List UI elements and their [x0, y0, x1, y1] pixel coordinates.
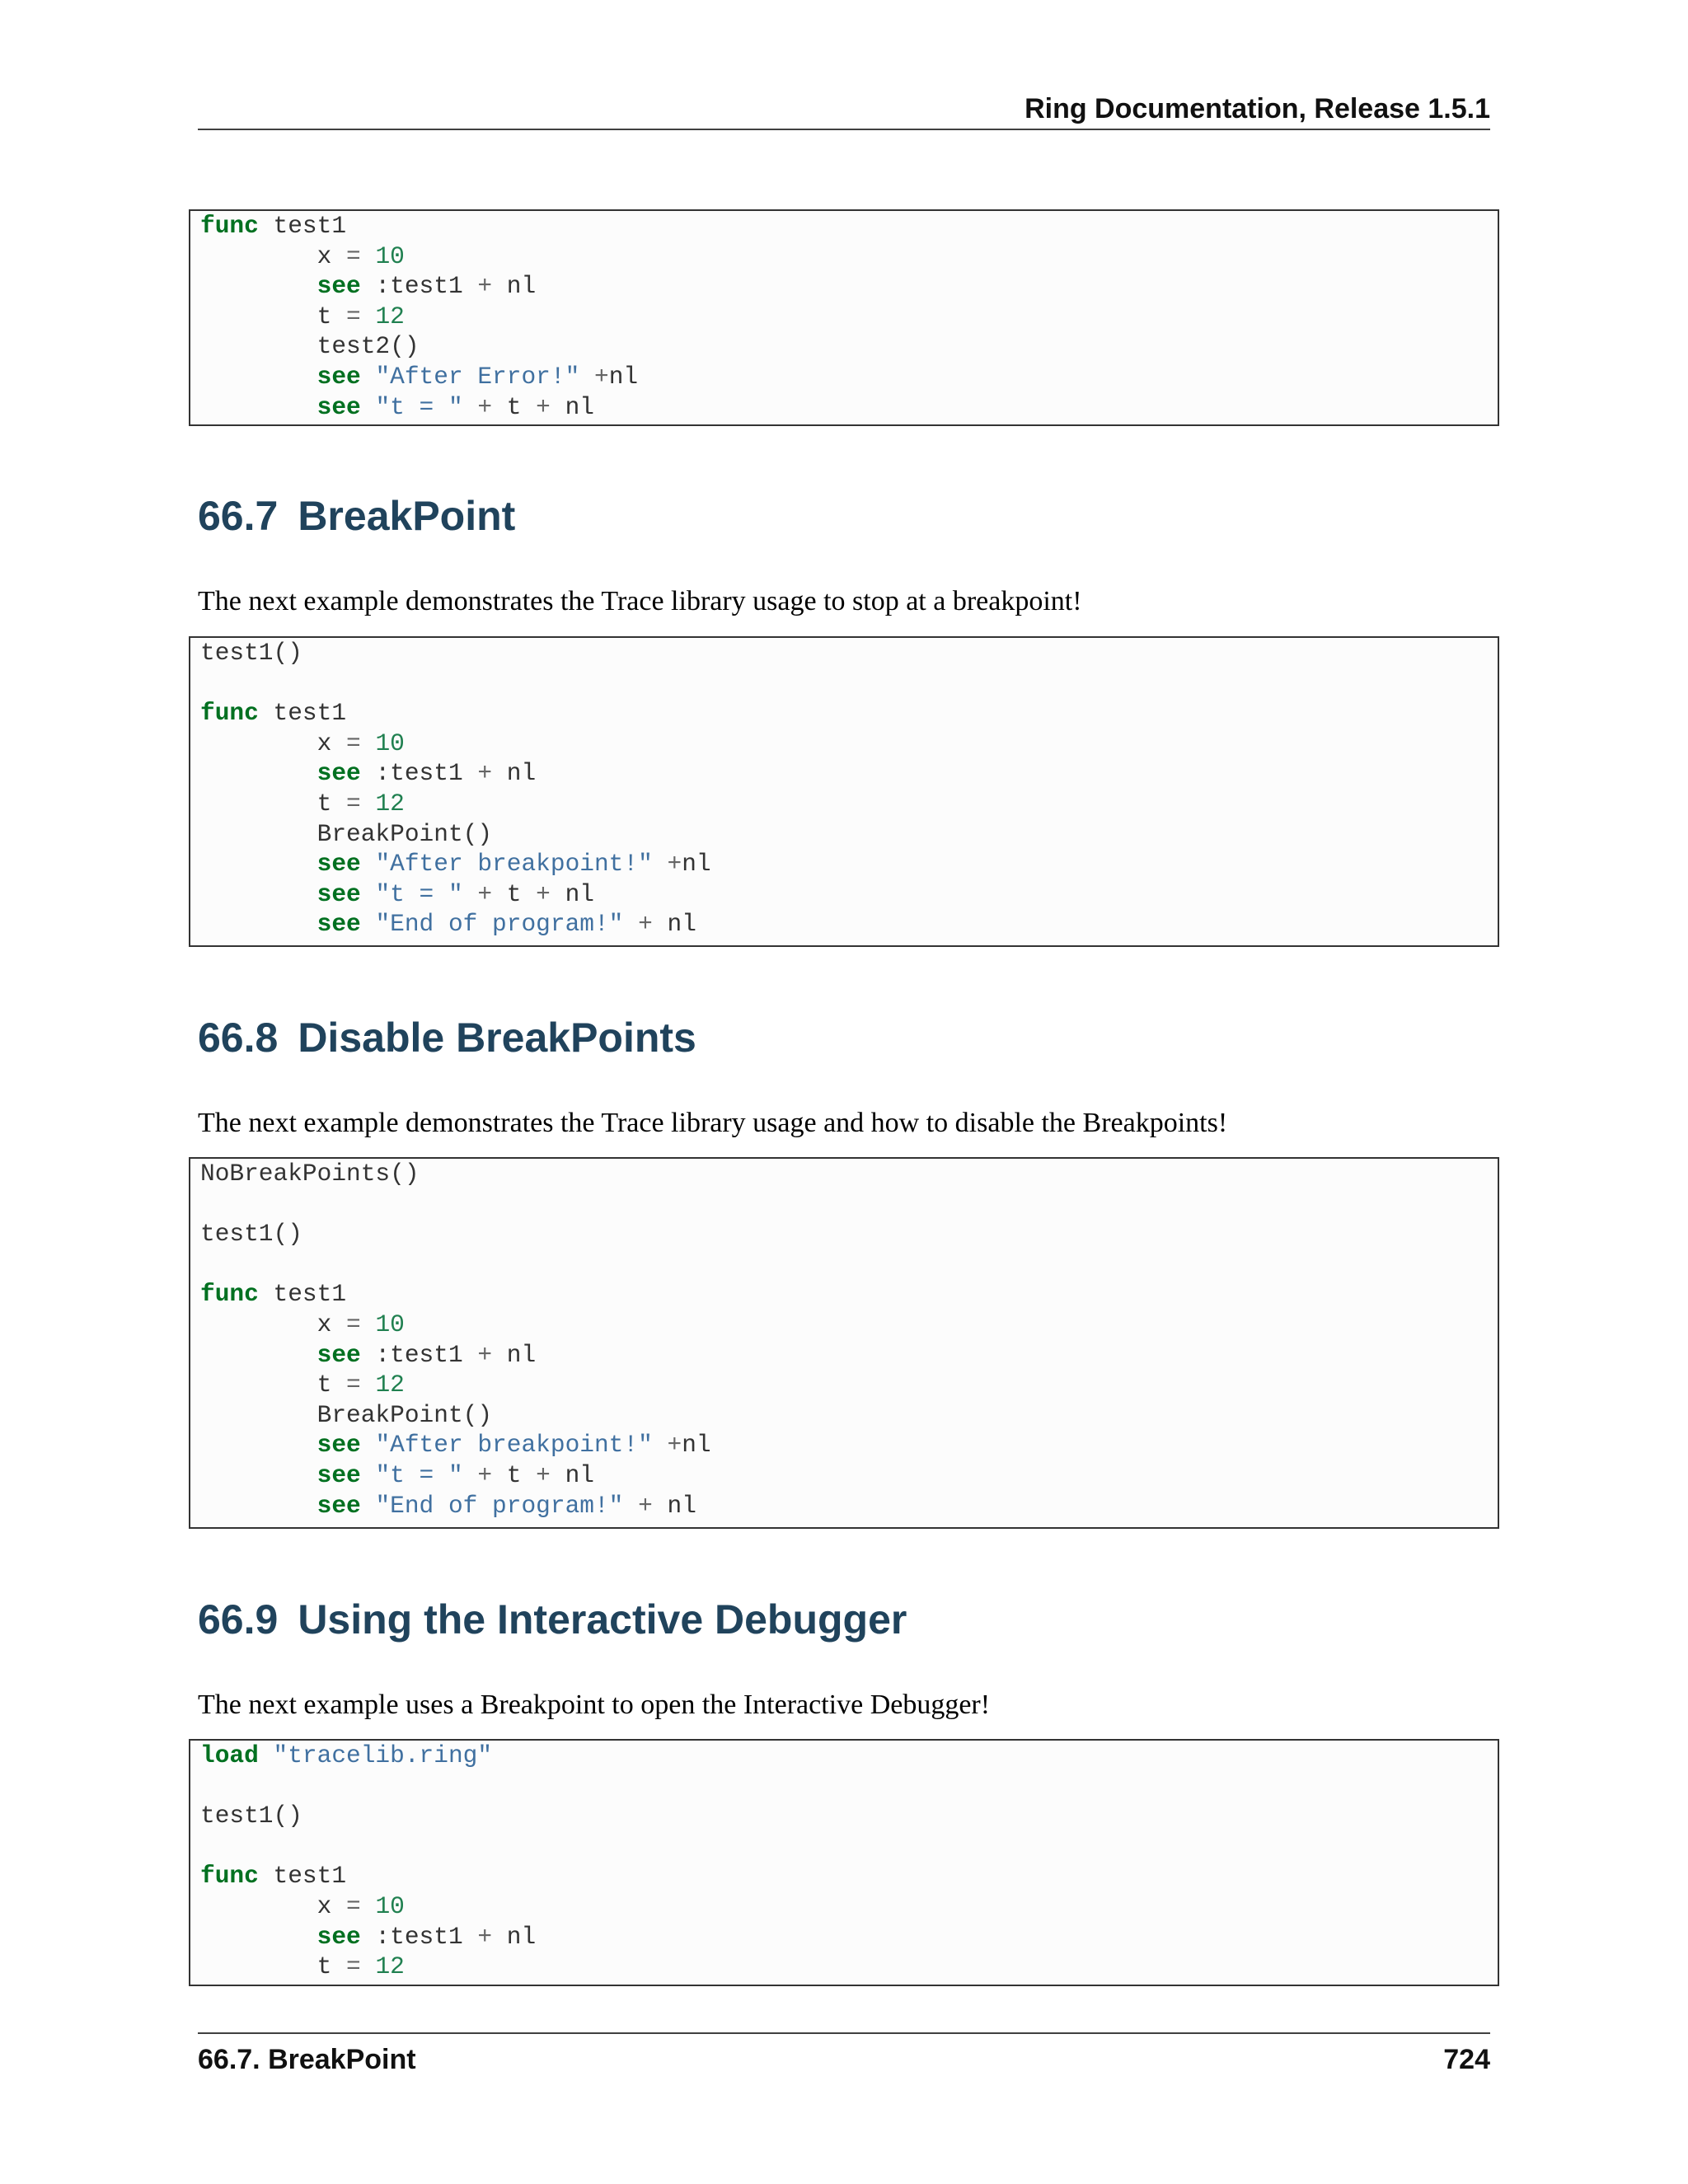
code-operator: + — [593, 362, 609, 391]
code-string: "End of program!" — [375, 910, 624, 939]
code-operator: = — [346, 1310, 361, 1338]
code-text: test1 — [258, 1280, 347, 1309]
code-line — [200, 1771, 1498, 1802]
code-text — [200, 759, 317, 787]
code-line — [200, 729, 1498, 759]
code-text: test2() — [200, 332, 420, 361]
code-text: t — [200, 1371, 347, 1399]
code-text: nl — [652, 910, 696, 939]
code-line — [200, 392, 1498, 423]
code-text — [361, 1492, 376, 1520]
code-line — [200, 211, 1498, 241]
code-text — [200, 1492, 317, 1520]
code-operator: + — [477, 759, 493, 788]
code-keyword: see — [316, 1431, 361, 1460]
code-text — [653, 850, 668, 878]
code-string: "t = " — [375, 1460, 463, 1489]
code-operator: + — [667, 1431, 682, 1460]
code-keyword: see — [316, 1922, 361, 1951]
code-line — [200, 879, 1498, 910]
code-text — [361, 1310, 376, 1338]
code-text — [361, 302, 376, 330]
code-text — [361, 1892, 376, 1920]
code-text: t — [200, 302, 347, 330]
code-text: :test1 — [360, 759, 478, 788]
code-block — [189, 1157, 1499, 1529]
code-text — [259, 1741, 274, 1769]
code-line — [200, 1310, 1498, 1340]
code-line — [200, 1801, 1498, 1831]
code-number: 12 — [375, 302, 405, 330]
code-line — [200, 909, 1498, 940]
code-text: BreakPoint() — [200, 819, 493, 848]
section-number: 66.9 — [198, 1596, 279, 1643]
code-text: t — [492, 392, 537, 421]
code-number: 10 — [375, 1891, 405, 1920]
code-text — [200, 272, 317, 300]
code-line — [200, 362, 1498, 392]
code-text: nl — [550, 1460, 594, 1489]
code-text — [623, 1492, 638, 1520]
code-operator: = — [346, 241, 361, 270]
code-line — [200, 1922, 1498, 1952]
code-keyword: see — [316, 850, 361, 879]
code-operator: + — [638, 910, 653, 939]
code-string: "After breakpoint!" — [375, 850, 653, 879]
code-operator: + — [536, 392, 551, 421]
code-block — [189, 1739, 1499, 1986]
code-text: x — [200, 1310, 347, 1338]
code-line — [200, 1430, 1498, 1460]
code-number: 10 — [375, 1310, 405, 1338]
code-keyword: see — [316, 1340, 361, 1369]
section-title: Disable BreakPoints — [298, 1015, 696, 1061]
code-text — [361, 880, 376, 908]
section-heading-66-7 — [198, 492, 515, 540]
code-text: test1() — [200, 1802, 302, 1830]
code-text — [361, 242, 376, 270]
code-text: nl — [550, 879, 594, 908]
section-intro-paragraph: The next example demonstrates the Trace library usage and how to disable the Breakpoints! — [198, 1108, 1228, 1138]
code-operator: + — [477, 272, 493, 301]
code-operator: = — [346, 1891, 361, 1920]
code-line — [200, 849, 1498, 879]
code-line — [200, 1861, 1498, 1891]
code-text — [653, 1431, 668, 1459]
code-line — [200, 1189, 1498, 1220]
code-line — [200, 1340, 1498, 1371]
code-keyword: see — [316, 910, 361, 939]
code-line — [200, 638, 1498, 668]
code-text — [200, 363, 317, 391]
code-text — [200, 1431, 317, 1459]
code-text: x — [200, 1891, 347, 1920]
code-text: nl — [682, 1431, 711, 1460]
code-text — [200, 880, 317, 908]
page-header — [198, 89, 1490, 130]
code-text: test1 — [258, 699, 347, 728]
code-line — [200, 271, 1498, 302]
code-text: nl — [492, 272, 537, 301]
section-intro-paragraph: The next example uses a Breakpoint to open the Interactive Debugger! — [198, 1690, 991, 1720]
code-operator: + — [477, 879, 493, 908]
code-text: test1() — [200, 1220, 302, 1249]
section-heading-66-9 — [198, 1596, 907, 1643]
code-string: "t = " — [375, 392, 463, 421]
code-text — [200, 910, 317, 938]
code-text — [463, 880, 478, 908]
code-keyword: load — [200, 1741, 259, 1769]
code-operator: = — [346, 729, 361, 757]
code-operator: = — [346, 1371, 361, 1399]
code-number: 10 — [375, 241, 405, 270]
section-number: 66.7 — [198, 493, 279, 539]
code-text — [200, 1341, 317, 1369]
code-keyword: see — [316, 759, 361, 788]
code-line — [200, 1952, 1498, 1982]
code-text: nl — [652, 1491, 696, 1520]
code-text: nl — [492, 759, 537, 788]
code-line — [200, 758, 1498, 789]
code-keyword: func — [200, 1280, 259, 1309]
code-text: test1() — [200, 639, 302, 667]
code-keyword: see — [316, 392, 361, 421]
code-line — [200, 819, 1498, 850]
code-text: nl — [682, 850, 711, 879]
code-line — [200, 302, 1498, 332]
code-text — [361, 1461, 376, 1489]
code-text — [463, 1461, 478, 1489]
code-operator: + — [477, 1460, 493, 1489]
code-number: 12 — [375, 1952, 405, 1981]
document-title: Ring Documentation, Release 1.5.1 — [1025, 93, 1490, 124]
code-operator: + — [477, 1340, 493, 1369]
code-block — [189, 636, 1499, 947]
code-string: "End of program!" — [375, 1491, 624, 1520]
code-number: 10 — [375, 729, 405, 757]
code-line — [200, 1279, 1498, 1310]
code-text — [361, 1371, 376, 1399]
code-text: nl — [492, 1922, 537, 1951]
code-string: "tracelib.ring" — [273, 1741, 493, 1769]
code-text — [200, 1461, 317, 1489]
code-line — [200, 1741, 1498, 1771]
code-text: nl — [492, 1340, 537, 1369]
code-text — [200, 1923, 317, 1951]
code-text — [200, 393, 317, 421]
code-keyword: see — [316, 879, 361, 908]
code-line — [200, 1249, 1498, 1280]
code-string: "After Error!" — [375, 362, 580, 391]
section-heading-66-8 — [198, 1014, 696, 1062]
code-line — [200, 1831, 1498, 1862]
code-text: NoBreakPoints() — [200, 1160, 420, 1188]
code-line — [200, 1370, 1498, 1400]
code-text — [361, 850, 376, 878]
code-text — [361, 790, 376, 818]
code-text: :test1 — [360, 1922, 478, 1951]
code-text — [200, 850, 317, 878]
code-block — [189, 209, 1499, 426]
code-text: x — [200, 729, 347, 757]
code-text: t — [492, 879, 537, 908]
code-line — [200, 1400, 1498, 1431]
code-operator: + — [536, 879, 551, 908]
code-string: "t = " — [375, 879, 463, 908]
code-line — [200, 1219, 1498, 1249]
code-text: t — [200, 789, 347, 818]
code-line — [200, 668, 1498, 699]
code-text: test1 — [258, 212, 347, 240]
code-keyword: func — [200, 212, 259, 240]
code-text: :test1 — [360, 1340, 478, 1369]
code-operator: + — [477, 392, 493, 421]
code-line — [200, 789, 1498, 819]
code-line — [200, 331, 1498, 362]
code-text — [361, 363, 376, 391]
code-line — [200, 698, 1498, 729]
code-operator: = — [346, 789, 361, 818]
code-text — [623, 910, 638, 938]
section-number: 66.8 — [198, 1015, 279, 1061]
code-text: nl — [608, 362, 639, 391]
page-number: 724 — [1443, 2044, 1490, 2075]
section-title: Using the Interactive Debugger — [298, 1596, 907, 1643]
code-operator: = — [346, 302, 361, 330]
code-operator: + — [536, 1460, 551, 1489]
code-string: "After breakpoint!" — [375, 1431, 653, 1460]
code-operator: + — [667, 850, 682, 879]
code-text: nl — [550, 392, 594, 421]
section-intro-paragraph: The next example demonstrates the Trace library usage to stop at a breakpoint! — [198, 586, 1082, 616]
code-number: 12 — [375, 789, 405, 818]
page-footer — [198, 2032, 1490, 2080]
code-text: BreakPoint() — [200, 1400, 493, 1429]
code-line — [200, 1891, 1498, 1922]
code-text — [361, 729, 376, 757]
code-keyword: see — [316, 1460, 361, 1489]
code-operator: + — [638, 1491, 653, 1520]
code-text: test1 — [258, 1862, 347, 1891]
code-text — [361, 1431, 376, 1459]
code-text: :test1 — [360, 272, 478, 301]
code-keyword: see — [316, 1491, 361, 1520]
code-keyword: see — [316, 272, 361, 301]
code-text: t — [492, 1460, 537, 1489]
code-operator: + — [477, 1922, 493, 1951]
code-keyword: func — [200, 1862, 259, 1891]
section-title: BreakPoint — [298, 493, 516, 539]
code-text — [463, 393, 478, 421]
code-number: 12 — [375, 1371, 405, 1399]
code-text — [361, 1952, 376, 1980]
code-line — [200, 241, 1498, 272]
code-keyword: func — [200, 699, 259, 728]
code-line — [200, 1460, 1498, 1491]
footer-section-label: 66.7. BreakPoint — [198, 2044, 416, 2075]
code-text — [361, 910, 376, 938]
code-operator: = — [346, 1952, 361, 1981]
code-line — [200, 1491, 1498, 1521]
code-text: t — [200, 1952, 347, 1981]
code-text — [361, 393, 376, 421]
code-text — [579, 363, 594, 391]
code-line — [200, 1159, 1498, 1189]
code-text: x — [200, 241, 347, 270]
code-keyword: see — [316, 362, 361, 391]
